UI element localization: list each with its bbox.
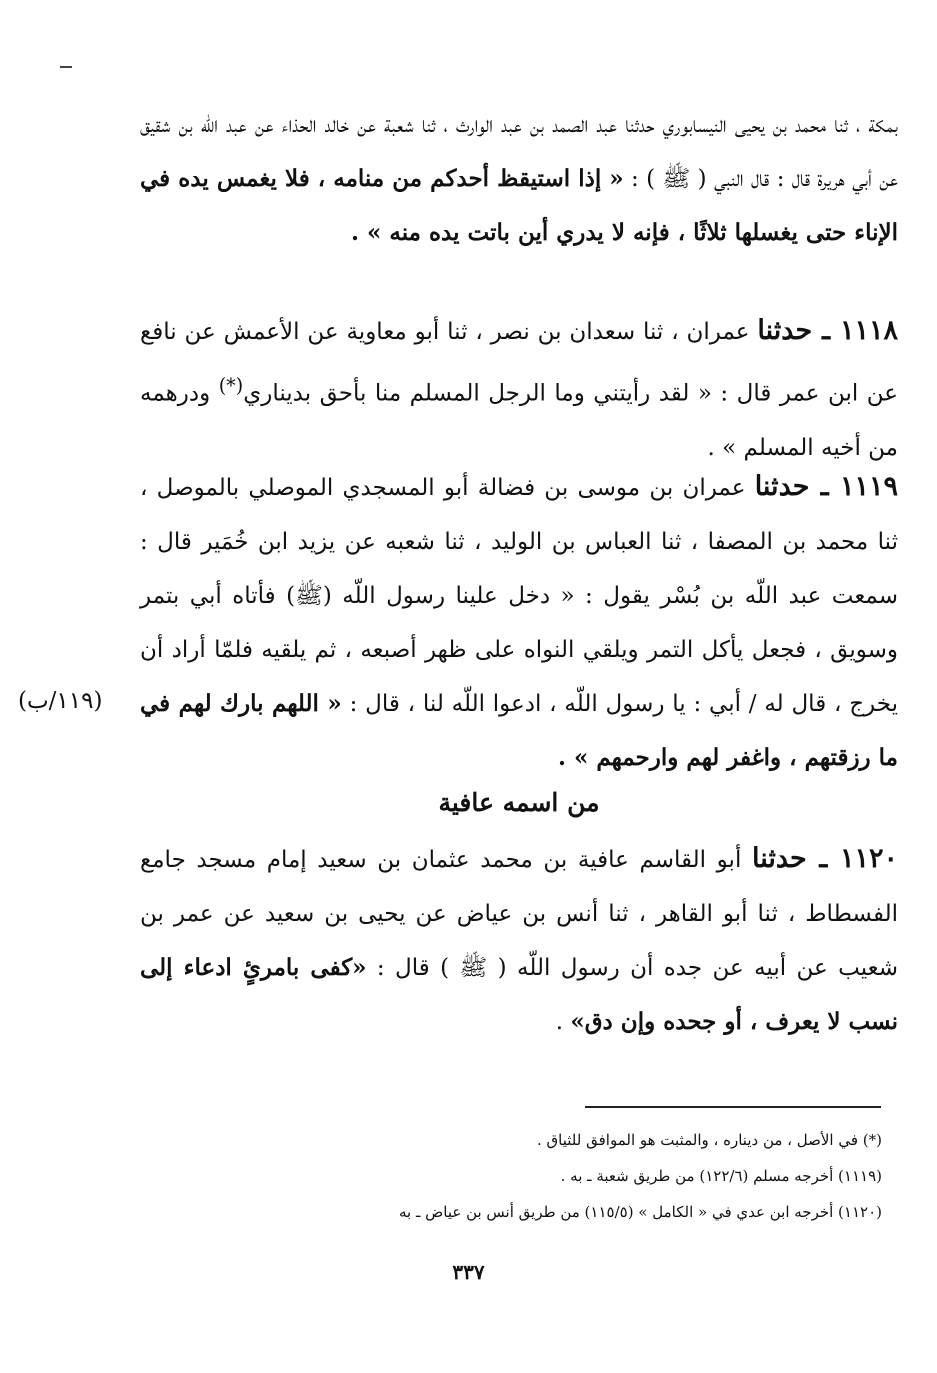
section-heading: من اسمه عافية xyxy=(438,788,600,817)
hadith-1118-text: عمران ، ثنا سعدان بن نصر ، ثنا أبو معاوية عن الأعمش عن نافع عن ابن عمر قال : « لقد رأيتني وما الرجل المسلم منا بأحق بديناري xyxy=(140,319,898,407)
paragraph-1-quote: « إذا استيقظ أحدكم من منامه ، فلا يغمس يده في الإناء حتى يغسلها ثلاثًا ، فإنه لا يدري أين باتت يده منه » . xyxy=(140,165,898,246)
hadith-1120 xyxy=(140,832,898,1049)
hadith-1120-text-end: . xyxy=(555,1009,564,1035)
hadith-1118-text-end: ودرهمه من أخيه المسلم » . xyxy=(140,380,898,461)
page-mark xyxy=(60,66,72,68)
footnote-2: (١١١٩) أخرجه مسلم (١٢٢/٦) من طريق شعبة ـ به . xyxy=(560,1167,882,1185)
footnote-3: (١١٢٠) أخرجه ابن عدي في « الكامل » (١١٥/٥) من طريق أنس بن عياض ـ به xyxy=(398,1203,882,1221)
page-number: ٣٣٧ xyxy=(452,1260,485,1284)
footnote-marker: (*) xyxy=(218,374,244,397)
hadith-1120-text: أبو القاسم عافية بن محمد عثمان بن سعيد إمام مسجد جامع الفسطاط ، ثنا أبو القاهر ، ثنا أنس بن عياض عن يحيى بن سعيد عن عمر بن شعيب عن أبيه عن جده أن رسول اللّه ( ﷺ ) قال : xyxy=(140,847,899,981)
hadith-1119 xyxy=(140,460,898,785)
footnote-divider xyxy=(585,1106,881,1108)
hadith-1118 xyxy=(140,304,898,475)
hadith-1120-quote: «كفى بامرئٍ ادعاء إلى نسب لا يعرف ، أو جحده وإن دق» xyxy=(140,954,898,1035)
hadith-1119-text: عمران بن موسى بن فضالة أبو المسجدي الموصلي بالموصل ، ثنا محمد بن المصفا ، ثنا العباس بن الوليد ، ثنا شعبه عن يزيد ابن خُمَير قال : سمعت عبد اللّه بن بُسْر يقول : « دخل علينا رسول اللّه (ﷺ) فأتاه أبي بتمر وسويق ، فجعل يأكل التمر ويلقي النواه على ظهر أصبعه ، ثم يلقيه فلمّا أراد أن يخرج ، قال له / أبي : يا رسول اللّه ، ادعوا اللّه لنا ، قال : xyxy=(140,475,898,717)
folio-margin-note: (١١٩/ب) xyxy=(18,688,103,714)
footnotes xyxy=(140,1122,882,1230)
hadith-1118-number: ١١١٨ ـ حدثنا xyxy=(757,315,898,346)
hadith-1119-number: ١١١٩ ـ حدثنا xyxy=(754,471,898,502)
hadith-1120-number: ١١٢٠ ـ حدثنا xyxy=(751,843,899,874)
hadith-1119-quote: « اللهم بارك لهم في ما رزقتهم ، واغفر لهم وارحمهم » . xyxy=(140,690,898,771)
footnote-1: (*) في الأصل ، من ديناره ، والمثبت هو الموافق للثياق . xyxy=(537,1131,882,1149)
paragraph-1-text: بمكة ، ثنا محمد بن يحيى النيسابوري حدثنا عبد الصمد بن عبد الوارث ، ثنا شعبة عن خالد الحذاء عن عبد اللّه بن شقيق عن أبي هريرة قال : قال النبي ( ﷺ ) : xyxy=(140,112,898,192)
paragraph-1 xyxy=(140,98,898,260)
